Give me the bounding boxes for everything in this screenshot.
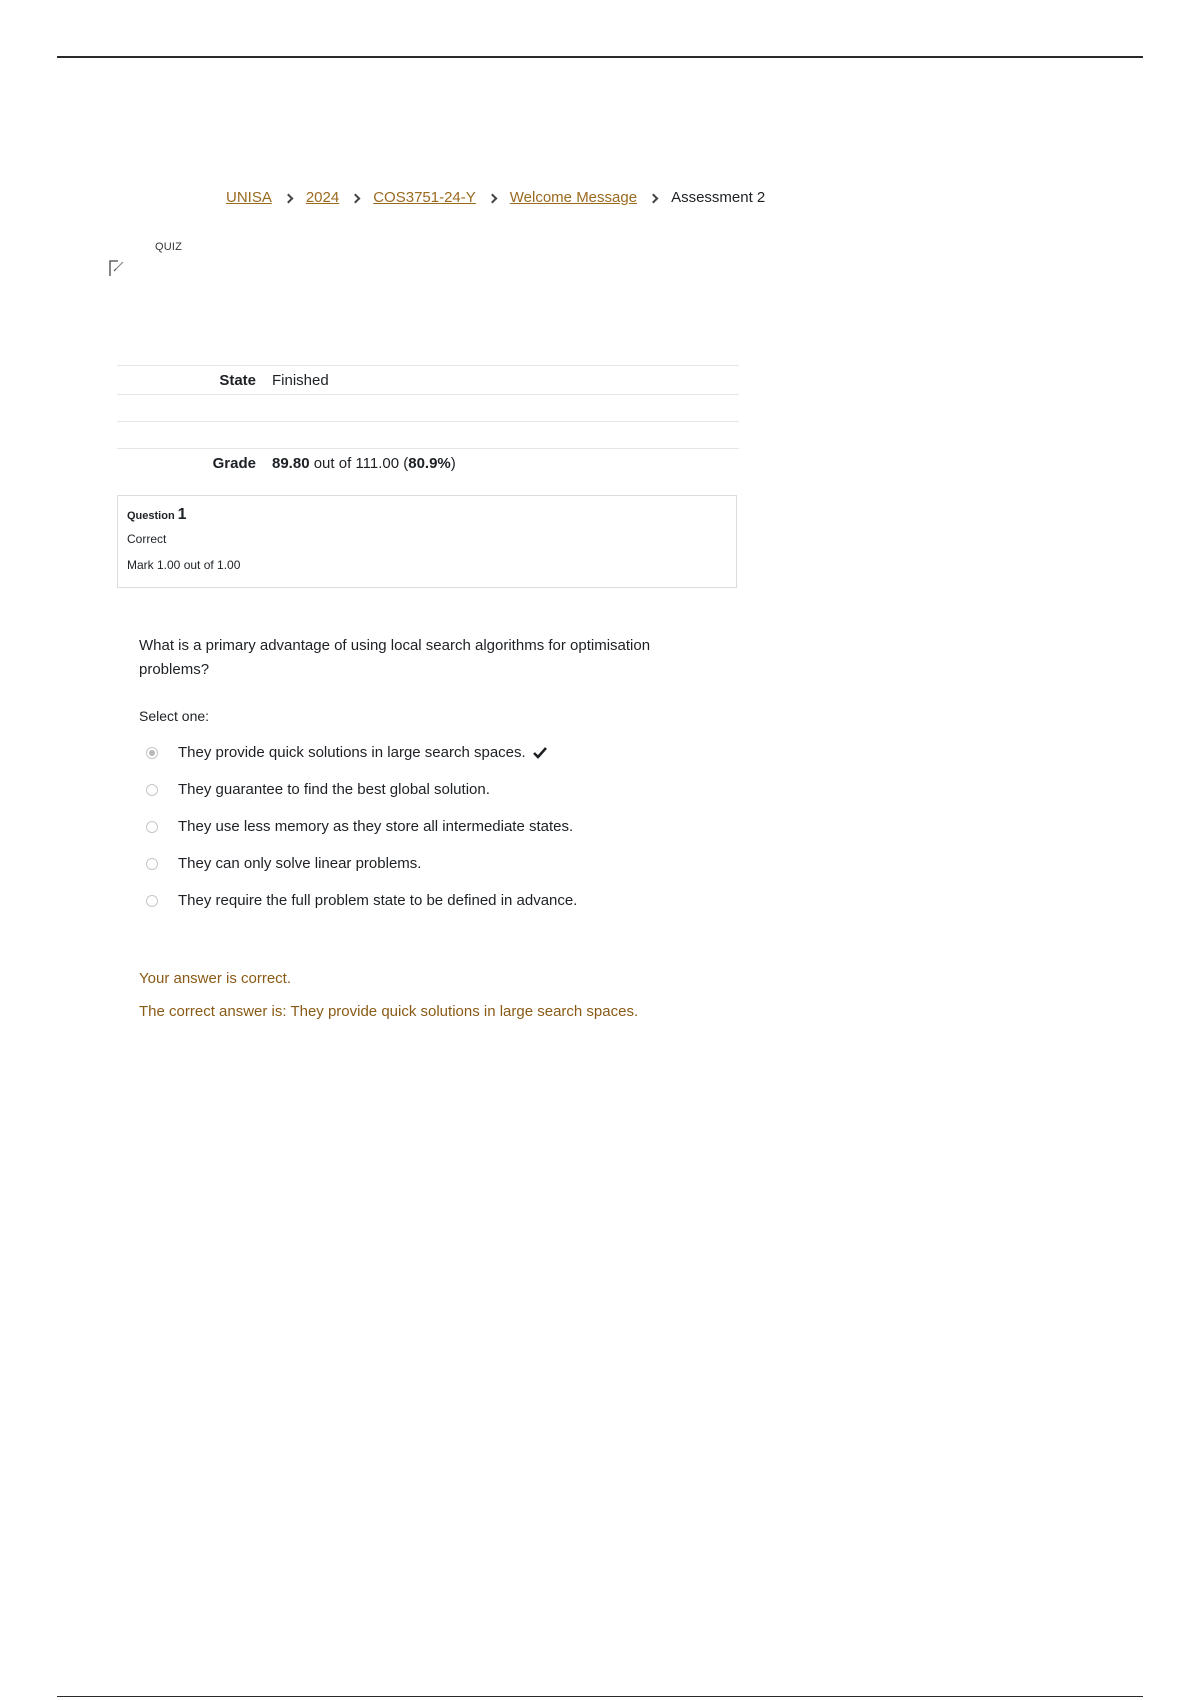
breadcrumb-current: Assessment 2 (671, 189, 766, 206)
grade-close: ) (450, 454, 456, 472)
radio-button[interactable] (146, 784, 158, 796)
breadcrumb-course[interactable]: COS3751-24-Y (373, 189, 476, 206)
state-label: State (219, 371, 256, 389)
answer-text: They guarantee to find the best global solution. (178, 781, 490, 798)
answer-text: They provide quick solutions in large search spaces. (178, 744, 526, 761)
answer-option[interactable] (146, 771, 577, 808)
answer-text: They can only solve linear problems. (178, 855, 422, 872)
chevron-right-icon (650, 194, 658, 202)
question-text: What is a primary advantage of using local search algorithms for optimisation problems? (139, 637, 651, 678)
grade-label: Grade (212, 454, 256, 472)
summary-row-empty (117, 394, 739, 421)
answer-text: They use less memory as they store all intermediate states. (178, 818, 574, 835)
answer-option[interactable] (146, 808, 577, 845)
radio-button[interactable] (146, 858, 158, 870)
chevron-right-icon (489, 194, 497, 202)
radio-button-selected[interactable] (146, 747, 158, 759)
answer-text: They require the full problem state to be defined in advance. (178, 892, 578, 909)
activity-type-label: QUIZ (155, 241, 183, 253)
answer-options (146, 734, 577, 919)
grade-value (272, 455, 739, 472)
question-label: Question (127, 510, 175, 522)
question-number-value: 1 (177, 506, 187, 523)
feedback-text: Your answer is correct. (139, 970, 292, 987)
grade-percent: 80.9% (408, 454, 451, 472)
radio-button[interactable] (146, 895, 158, 907)
answer-option[interactable] (146, 845, 577, 882)
question-state: Correct (127, 532, 167, 546)
attempt-summary (117, 365, 739, 477)
quiz-icon (108, 259, 130, 277)
state-value: Finished (272, 371, 329, 389)
grade-score: 89.80 (272, 454, 310, 472)
summary-row-state (117, 365, 739, 394)
answer-option[interactable] (146, 882, 577, 919)
question-mark: Mark 1.00 out of 1.00 (127, 558, 241, 572)
breadcrumb-unisa[interactable]: UNISA (226, 189, 272, 206)
bottom-rule (57, 1696, 1143, 1697)
check-icon (532, 746, 548, 760)
answer-feedback (139, 970, 638, 1020)
question-info-box (117, 495, 737, 588)
top-rule (57, 56, 1143, 58)
chevron-right-icon (285, 194, 293, 202)
question-number (127, 506, 727, 524)
summary-row-grade (117, 448, 739, 477)
breadcrumb (226, 189, 765, 206)
summary-row-empty (117, 421, 739, 448)
answer-option[interactable] (146, 734, 577, 771)
grade-out-of: out of 111.00 ( (309, 454, 409, 472)
breadcrumb-year[interactable]: 2024 (305, 189, 340, 206)
radio-button[interactable] (146, 821, 158, 833)
select-one-prompt: Select one: (139, 708, 210, 724)
breadcrumb-welcome-message[interactable]: Welcome Message (509, 189, 638, 206)
correct-answer-text: The correct answer is: They provide quick solutions in large search spaces. (139, 1003, 639, 1020)
chevron-right-icon (352, 194, 360, 202)
